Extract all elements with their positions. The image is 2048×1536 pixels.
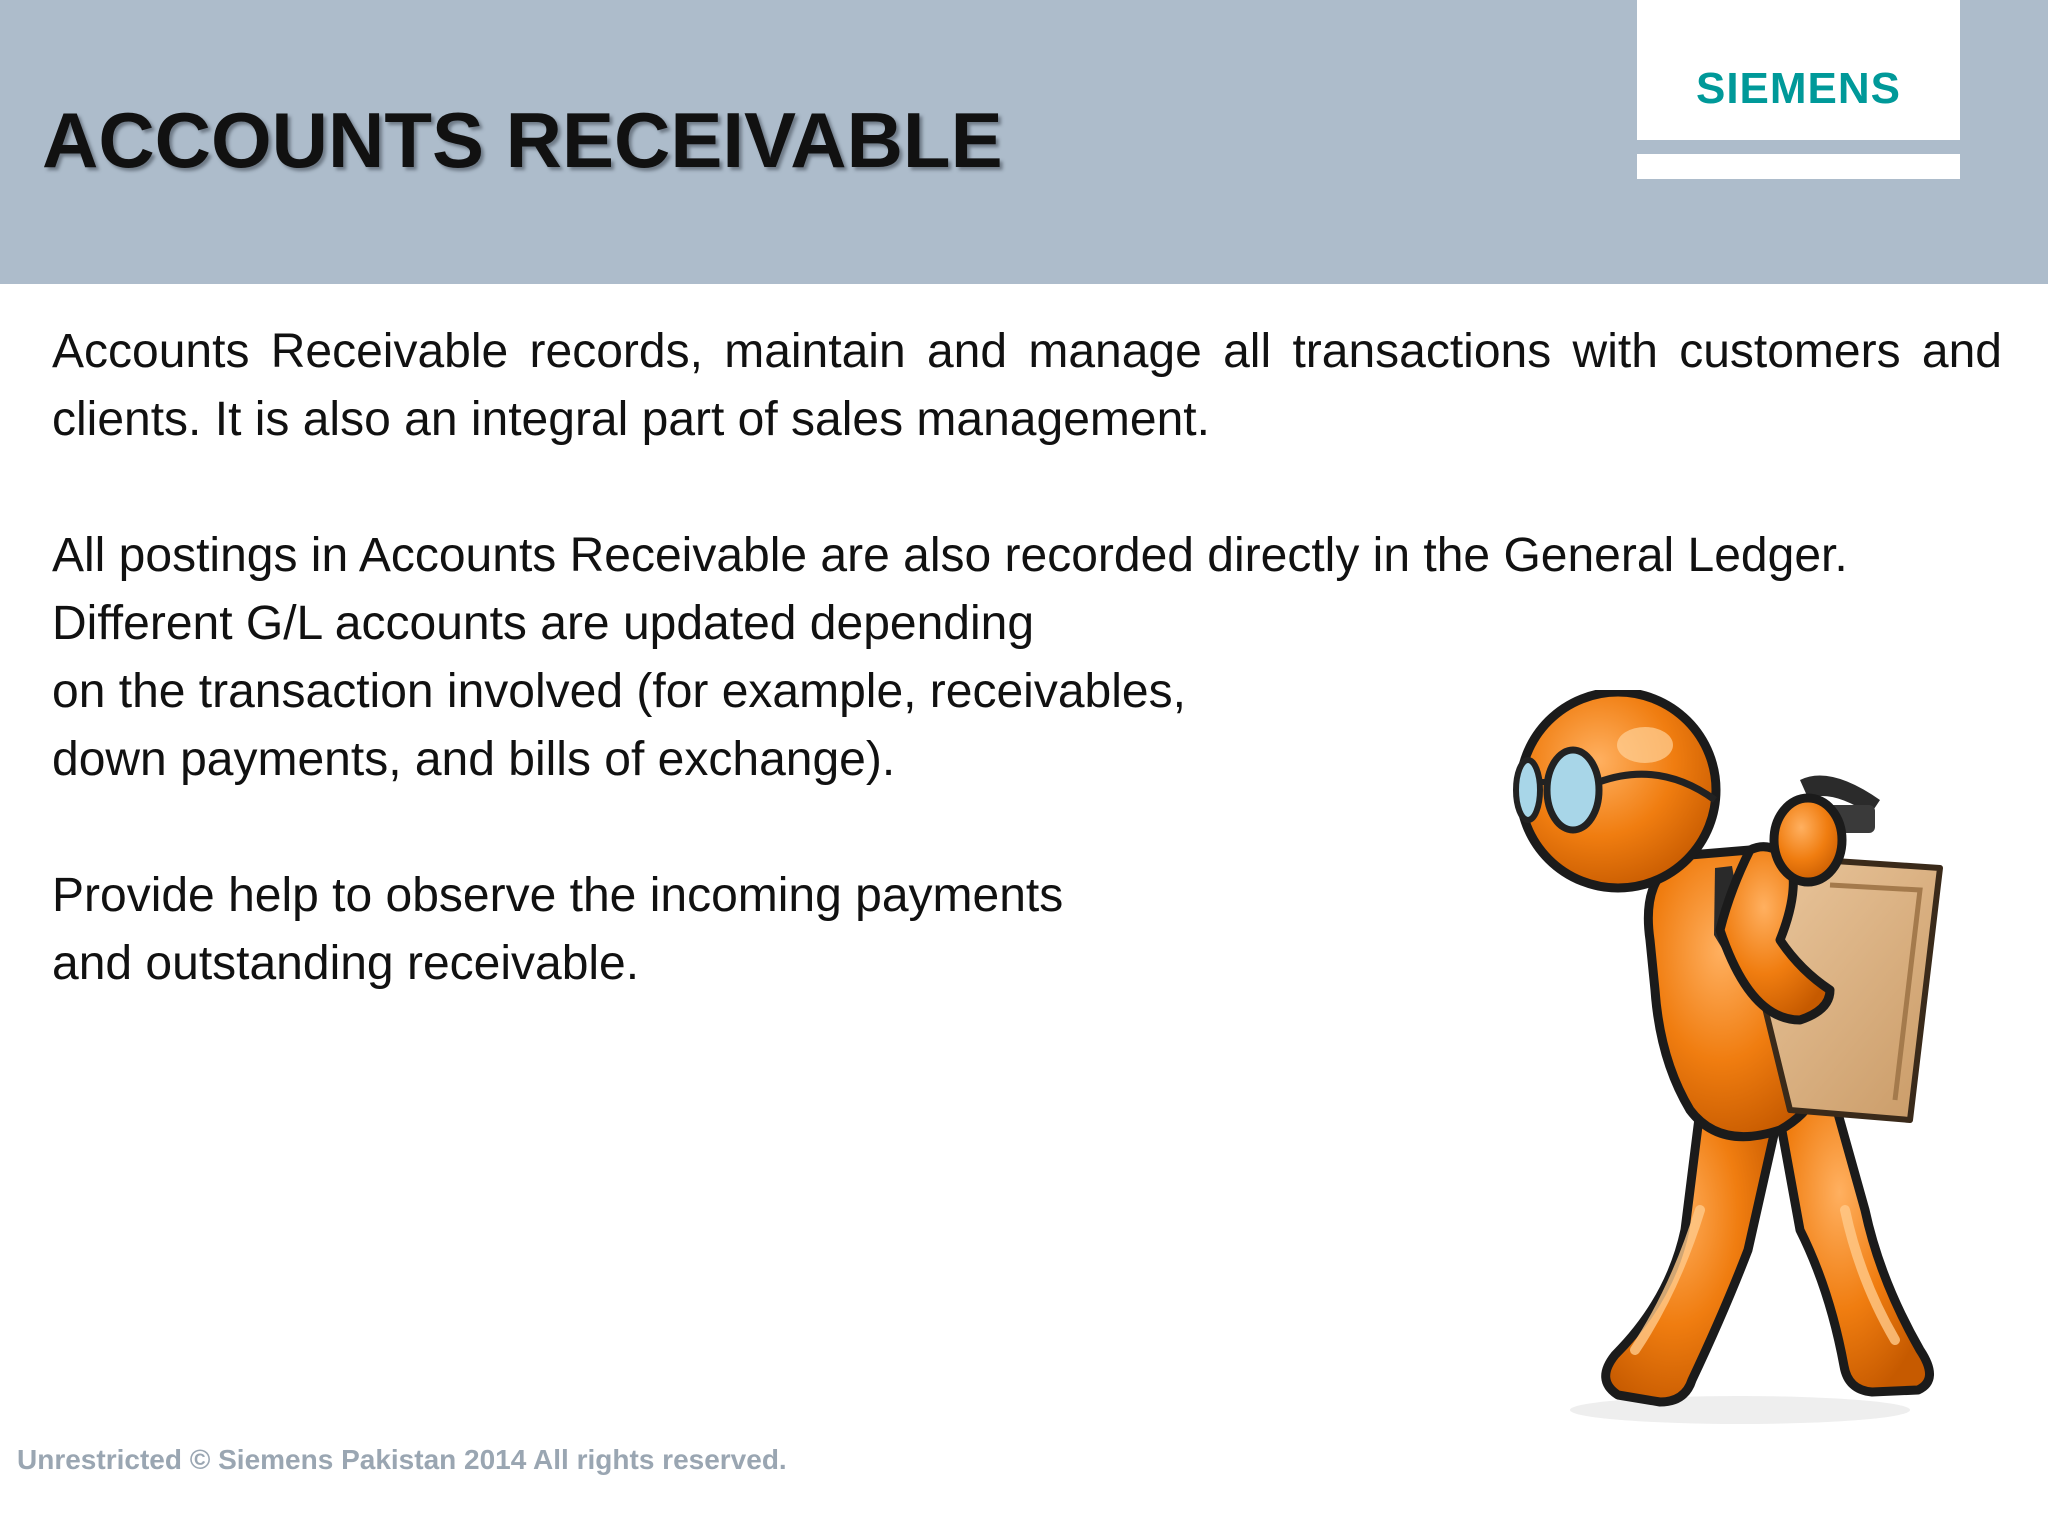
paragraph-line: down payments, and bills of exchange).: [52, 733, 896, 786]
footer-copyright: Unrestricted © Siemens Pakistan 2014 All rights reserved.: [17, 1444, 787, 1475]
paragraph-line: Different G/L accounts are updated depending: [52, 597, 1035, 650]
paragraph-intro: Accounts Receivable records, maintain and manage all transactions with customers and clients. It is also an integral part of sales management.: [52, 325, 2002, 446]
siemens-logo-text: SIEMENS: [1695, 64, 1902, 113]
paragraph-line: and outstanding receivable.: [52, 937, 640, 990]
paragraph-line: on the transaction involved (for example, receivables,: [52, 665, 1186, 718]
paragraph-line: All postings in Accounts Receivable are also recorded directly in the General Ledger.: [52, 529, 1848, 582]
siemens-logo: [1637, 0, 1960, 140]
paragraph-line: Provide help to observe the incoming payments: [52, 869, 1064, 922]
slide-title: ACCOUNTS RECEIVABLE: [42, 96, 1003, 184]
logo-strip: [1637, 154, 1960, 179]
orange-figure-carrying-papers-icon: [1500, 690, 1980, 1440]
